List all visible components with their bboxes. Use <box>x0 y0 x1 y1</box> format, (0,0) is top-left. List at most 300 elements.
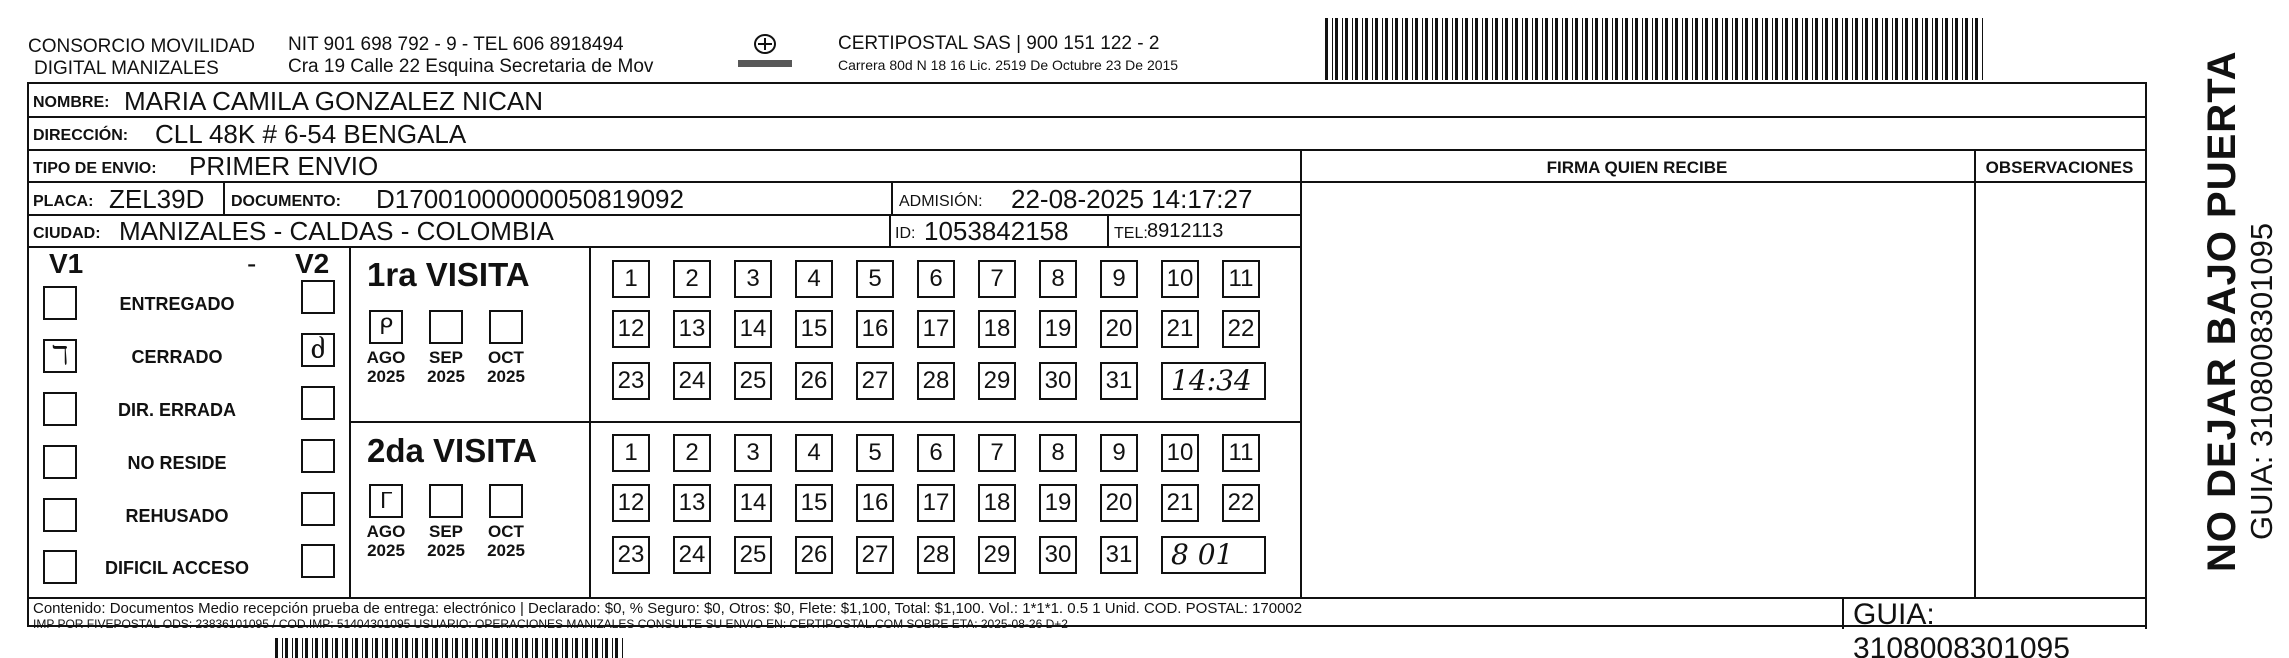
barcode-bar <box>1505 18 1508 80</box>
barcode-bar <box>1692 18 1693 80</box>
barcode-bar <box>1705 18 1708 80</box>
barcode-bar <box>1555 18 1558 80</box>
v1-checkbox[interactable] <box>43 550 77 584</box>
barcode-bar <box>482 638 483 658</box>
day-box[interactable]: 3 <box>734 434 772 472</box>
divider <box>1842 597 1844 629</box>
barcode-bar <box>372 638 373 658</box>
barcode-bar <box>1662 18 1663 80</box>
barcode-bar <box>1402 18 1403 80</box>
barcode-bar <box>382 638 383 658</box>
barcode-bar <box>1892 18 1893 80</box>
month-checkbox[interactable]: ᑭ <box>369 310 403 344</box>
barcode-bar <box>485 638 488 658</box>
row-nombre <box>29 84 2145 118</box>
barcode-bar <box>532 638 533 658</box>
day-box[interactable]: 19 <box>1039 310 1077 348</box>
barcode-bar <box>1802 18 1803 80</box>
month-year: 2025 <box>427 367 465 386</box>
barcode-bar <box>1812 18 1813 80</box>
barcode-bar <box>1952 18 1953 80</box>
day-box[interactable]: 13 <box>673 484 711 522</box>
barcode-bar <box>1712 18 1713 80</box>
barcode-bar <box>322 638 323 658</box>
day-box[interactable]: 8 <box>1039 260 1077 298</box>
day-box[interactable]: 10 <box>1161 260 1199 298</box>
visit-1-title: 1ra VISITA <box>367 256 530 293</box>
barcode-bar <box>1625 18 1628 80</box>
barcode-bar <box>1965 18 1968 80</box>
admision-label: ADMISIÓN: <box>899 193 983 210</box>
month-name: OCT <box>488 522 524 541</box>
day-box[interactable]: 25 <box>734 362 772 400</box>
day-box[interactable]: 30 <box>1039 536 1077 574</box>
barcode-bar <box>1495 18 1498 80</box>
barcode-bar <box>1585 18 1588 80</box>
barcode-bar <box>615 638 618 658</box>
barcode-bar <box>375 638 378 658</box>
barcode-bar <box>1332 18 1333 80</box>
barcode-bar <box>1975 18 1978 80</box>
barcode-bar <box>355 638 358 658</box>
v2-checkbox[interactable] <box>301 280 335 314</box>
barcode-top <box>1325 18 1985 80</box>
barcode-bar <box>1382 18 1383 80</box>
barcode-bar <box>305 638 308 658</box>
barcode-bar <box>1925 18 1928 80</box>
barcode-bar <box>332 638 333 658</box>
v2-checkbox[interactable] <box>301 386 335 420</box>
barcode-bar <box>1722 18 1723 80</box>
direccion-label: DIRECCIÓN: <box>33 127 129 144</box>
side-guia: GUIA: 3108008301095 <box>2244 222 2279 540</box>
barcode-bar <box>1815 18 1818 80</box>
barcode-bar <box>415 638 418 658</box>
day-box[interactable]: 4 <box>795 260 833 298</box>
barcode-bar <box>535 638 538 658</box>
month-year: 2025 <box>487 541 525 560</box>
barcode-bar <box>1695 18 1698 80</box>
barcode-bar <box>1355 18 1358 80</box>
nombre-label: NOMBRE: <box>33 94 110 111</box>
barcode-bar <box>412 638 413 658</box>
barcode-bar <box>1455 18 1458 80</box>
barcode-bar <box>325 638 328 658</box>
id-value: 1053842158 <box>924 216 1069 246</box>
barcode-bar <box>1462 18 1463 80</box>
day-box[interactable]: 18 <box>978 484 1016 522</box>
barcode-bar <box>1482 18 1483 80</box>
day-box[interactable]: 28 <box>917 362 955 400</box>
ciudad-value: MANIZALES - CALDAS - COLOMBIA <box>119 216 554 246</box>
barcode-bar <box>1825 18 1828 80</box>
barcode-bar <box>1635 18 1638 80</box>
barcode-bar <box>1405 18 1408 80</box>
barcode-bar <box>542 638 543 658</box>
barcode-bar <box>1672 18 1673 80</box>
divider <box>1974 151 1976 597</box>
v1-checkbox[interactable]: ℸ <box>43 339 77 373</box>
barcode-bar <box>1665 18 1668 80</box>
tipo-value: PRIMER ENVIO <box>189 151 379 181</box>
v1-checkbox[interactable] <box>43 445 77 479</box>
day-box[interactable]: 21 <box>1161 310 1199 348</box>
time-box[interactable]: 8 01 <box>1161 536 1266 574</box>
barcode-bar <box>1632 18 1633 80</box>
barcode-bar <box>275 638 278 658</box>
time-box[interactable]: 14:34 <box>1161 362 1266 400</box>
barcode-bar <box>1522 18 1523 80</box>
divider <box>1107 216 1109 248</box>
status-label: ENTREGADO <box>119 294 235 314</box>
barcode-bar <box>1845 18 1848 80</box>
barcode-bar <box>522 638 523 658</box>
barcode-bar <box>1642 18 1643 80</box>
barcode-bar <box>335 638 338 658</box>
barcode-bar <box>1782 18 1783 80</box>
barcode-bar <box>1732 18 1733 80</box>
barcode-bar <box>462 638 463 658</box>
barcode-bar <box>1412 18 1413 80</box>
day-box[interactable]: 8 <box>1039 434 1077 472</box>
barcode-bar <box>1392 18 1393 80</box>
barcode-bar <box>502 638 503 658</box>
day-box[interactable]: 16 <box>856 484 894 522</box>
month-checkbox[interactable] <box>429 310 463 344</box>
barcode-bar <box>432 638 433 658</box>
barcode-bar <box>1942 18 1943 80</box>
day-box[interactable]: 15 <box>795 310 833 348</box>
barcode-bar <box>1605 18 1608 80</box>
barcode-bar <box>1902 18 1903 80</box>
barcode-bar <box>1842 18 1843 80</box>
barcode-bar <box>1922 18 1923 80</box>
barcode-bar <box>1785 18 1788 80</box>
day-box[interactable]: 5 <box>856 434 894 472</box>
month-year: 2025 <box>367 367 405 386</box>
barcode-bar <box>362 638 363 658</box>
month-checkbox[interactable] <box>489 310 523 344</box>
barcode-bar <box>1905 18 1908 80</box>
day-box[interactable]: 30 <box>1039 362 1077 400</box>
barcode-bar <box>1862 18 1863 80</box>
barcode-bar <box>1832 18 1833 80</box>
barcode-bar <box>1852 18 1853 80</box>
day-box[interactable]: 11 <box>1222 260 1260 298</box>
barcode-bar <box>1415 18 1418 80</box>
barcode-bar <box>1962 18 1963 80</box>
divider <box>889 216 891 248</box>
day-box[interactable]: 6 <box>917 434 955 472</box>
barcode-bar <box>1872 18 1873 80</box>
day-box[interactable]: 11 <box>1222 434 1260 472</box>
nombre-value: MARIA CAMILA GONZALEZ NICAN <box>124 86 543 116</box>
barcode-bar <box>595 638 598 658</box>
admision-value: 22-08-2025 14:17:27 <box>1011 184 1253 214</box>
day-box[interactable]: 26 <box>795 362 833 400</box>
day-box[interactable]: 17 <box>917 310 955 348</box>
barcode-bar <box>352 638 353 658</box>
barcode-bar <box>1682 18 1683 80</box>
barcode-bar <box>592 638 593 658</box>
day-box[interactable]: 31 <box>1100 536 1138 574</box>
barcode-bar <box>1425 18 1428 80</box>
v2-checkbox[interactable] <box>301 544 335 578</box>
day-box[interactable]: 25 <box>734 536 772 574</box>
barcode-bar <box>1385 18 1388 80</box>
barcode-bar <box>1652 18 1653 80</box>
status-label: DIFICIL ACCESO <box>104 558 249 578</box>
barcode-bar <box>495 638 498 658</box>
barcode-bar <box>475 638 478 658</box>
day-box[interactable]: 3 <box>734 260 772 298</box>
month-year: 2025 <box>367 541 405 560</box>
month-year: 2025 <box>427 541 465 560</box>
barcode-bar <box>1915 18 1918 80</box>
day-box[interactable]: 6 <box>917 260 955 298</box>
barcode-bar <box>1582 18 1583 80</box>
divider <box>2145 84 2147 629</box>
barcode-bar <box>1515 18 1518 80</box>
barcode-bar <box>1982 18 1983 80</box>
barcode-bar <box>1545 18 1548 80</box>
barcode-bar <box>1742 18 1743 80</box>
day-box[interactable]: 28 <box>917 536 955 574</box>
nit-block <box>288 34 653 78</box>
month-label <box>481 522 531 560</box>
barcode-bar <box>1452 18 1453 80</box>
barcode-bar <box>1882 18 1883 80</box>
guia-number: GUIA: 3108008301095 <box>1853 598 2070 658</box>
status-label: REHUSADO <box>125 506 229 526</box>
barcode-bar <box>1655 18 1658 80</box>
barcode-bar <box>1532 18 1533 80</box>
v1-checkbox[interactable] <box>43 286 77 320</box>
month-label <box>361 522 411 560</box>
status-label: NO RESIDE <box>127 453 227 473</box>
day-box[interactable]: 14 <box>734 310 772 348</box>
barcode-bar <box>445 638 448 658</box>
day-box[interactable]: 15 <box>795 484 833 522</box>
barcode-bar <box>392 638 393 658</box>
barcode-bar <box>1442 18 1443 80</box>
v1-header: V1 <box>49 248 84 279</box>
barcode-bar <box>1345 18 1348 80</box>
documento-label: DOCUMENTO: <box>231 193 341 210</box>
barcode-bar <box>405 638 408 658</box>
barcode-bar <box>515 638 518 658</box>
day-box[interactable]: 29 <box>978 362 1016 400</box>
barcode-bar <box>365 638 368 658</box>
barcode-bar <box>442 638 443 658</box>
barcode-bar <box>622 638 623 658</box>
day-box[interactable]: 24 <box>673 362 711 400</box>
day-box[interactable]: 4 <box>795 434 833 472</box>
documento-value: D17001000000050819092 <box>376 184 684 214</box>
barcode-bar <box>1552 18 1553 80</box>
company-line-2: DIGITAL MANIZALES <box>34 58 219 79</box>
month-checkbox[interactable] <box>489 484 523 518</box>
status-label: DIR. ERRADA <box>117 400 236 420</box>
month-checkbox[interactable] <box>429 484 463 518</box>
barcode-bar <box>1792 18 1793 80</box>
v2-checkbox[interactable]: ძ <box>301 333 335 367</box>
tel-label: TEL: <box>1114 225 1148 242</box>
day-box[interactable]: 24 <box>673 536 711 574</box>
month-name: SEP <box>428 522 464 541</box>
day-box[interactable]: 22 <box>1222 310 1260 348</box>
month-name: SEP <box>428 348 464 367</box>
certipostal-logo <box>730 30 800 76</box>
day-box[interactable]: 14 <box>734 484 772 522</box>
row-placa <box>29 183 1300 216</box>
barcode-bar <box>492 638 493 658</box>
barcode-bar <box>1535 18 1538 80</box>
barcode-bar <box>1745 18 1748 80</box>
day-box[interactable]: 29 <box>978 536 1016 574</box>
barcode-bar <box>1932 18 1933 80</box>
day-box[interactable]: 26 <box>795 536 833 574</box>
barcode-bar <box>1472 18 1473 80</box>
barcode-bar <box>1822 18 1823 80</box>
barcode-bar <box>1945 18 1948 80</box>
day-box[interactable]: 23 <box>612 536 650 574</box>
month-label <box>421 522 471 560</box>
barcode-bar <box>1775 18 1778 80</box>
day-box[interactable]: 18 <box>978 310 1016 348</box>
barcode-bar <box>1752 18 1753 80</box>
day-box[interactable]: 1 <box>612 434 650 472</box>
nit-line-1: NIT 901 698 792 - 9 - TEL 606 8918494 <box>288 34 624 55</box>
day-box[interactable]: 13 <box>673 310 711 348</box>
barcode-bar <box>1325 18 1328 80</box>
observaciones-header: OBSERVACIONES <box>1985 158 2134 177</box>
placa-label: PLACA: <box>33 193 94 210</box>
day-box[interactable]: 16 <box>856 310 894 348</box>
day-box[interactable]: 1 <box>612 260 650 298</box>
barcode-bar <box>572 638 573 658</box>
barcode-bar <box>292 638 293 658</box>
firma-header-line <box>1300 181 2145 183</box>
month-label <box>481 348 531 386</box>
barcode-bar <box>545 638 548 658</box>
barcode-bottom <box>275 638 625 658</box>
barcode-bar <box>342 638 343 658</box>
day-box[interactable]: 10 <box>1161 434 1199 472</box>
barcode-bar <box>585 638 588 658</box>
day-box[interactable]: 7 <box>978 260 1016 298</box>
id-label: ID: <box>895 225 916 242</box>
day-box[interactable]: 19 <box>1039 484 1077 522</box>
day-box[interactable]: 20 <box>1100 484 1138 522</box>
visit-2-title: 2da VISITA <box>367 432 537 469</box>
certipostal-block <box>838 33 1178 75</box>
day-box[interactable]: 27 <box>856 536 894 574</box>
barcode-bar <box>435 638 438 658</box>
day-box[interactable]: 9 <box>1100 434 1138 472</box>
barcode-bar <box>465 638 468 658</box>
barcode-bar <box>1395 18 1398 80</box>
barcode-bar <box>452 638 453 658</box>
day-box[interactable]: 9 <box>1100 260 1138 298</box>
day-box[interactable]: 31 <box>1100 362 1138 400</box>
barcode-bar <box>1375 18 1378 80</box>
v2-header: V2 <box>295 248 330 279</box>
barcode-bar <box>1755 18 1758 80</box>
barcode-bar <box>385 638 388 658</box>
row-ciudad <box>29 216 1300 248</box>
barcode-bar <box>1435 18 1438 80</box>
v1-checkbox[interactable] <box>43 498 77 532</box>
barcode-bar <box>1432 18 1433 80</box>
barcode-bar <box>1352 18 1353 80</box>
day-box[interactable]: 23 <box>612 362 650 400</box>
barcode-bar <box>1675 18 1678 80</box>
day-box[interactable]: 27 <box>856 362 894 400</box>
barcode-bar <box>1645 18 1648 80</box>
day-box[interactable]: 20 <box>1100 310 1138 348</box>
day-box[interactable]: 21 <box>1161 484 1199 522</box>
visit-divider <box>349 421 1300 423</box>
barcode-bar <box>1772 18 1773 80</box>
barcode-bar <box>1765 18 1768 80</box>
day-box[interactable]: 2 <box>673 434 711 472</box>
delivery-form <box>27 82 2147 658</box>
day-box[interactable]: 5 <box>856 260 894 298</box>
barcode-bar <box>1342 18 1343 80</box>
barcode-bar <box>582 638 583 658</box>
barcode-bar <box>1615 18 1618 80</box>
barcode-bar <box>1595 18 1598 80</box>
month-checkbox[interactable]: ᒥ <box>369 484 403 518</box>
v2-checkbox[interactable] <box>301 492 335 526</box>
v2-checkbox[interactable] <box>301 439 335 473</box>
barcode-bar <box>602 638 603 658</box>
divider <box>223 183 225 216</box>
ciudad-label: CIUDAD: <box>33 225 101 242</box>
company-name <box>28 36 255 80</box>
day-box[interactable]: 12 <box>612 484 650 522</box>
barcode-bar <box>562 638 563 658</box>
barcode-bar <box>1542 18 1543 80</box>
barcode-bar <box>395 638 398 658</box>
barcode-bar <box>1865 18 1868 80</box>
barcode-bar <box>1762 18 1763 80</box>
barcode-bar <box>282 638 283 658</box>
day-box[interactable]: 2 <box>673 260 711 298</box>
day-box[interactable]: 17 <box>917 484 955 522</box>
v1-checkbox[interactable] <box>43 392 77 426</box>
tipo-label: TIPO DE ENVIO: <box>33 160 157 177</box>
barcode-bar <box>575 638 578 658</box>
barcode-bar <box>402 638 403 658</box>
day-box[interactable]: 7 <box>978 434 1016 472</box>
barcode-bar <box>295 638 298 658</box>
month-name: AGO <box>366 348 406 367</box>
day-box[interactable]: 12 <box>612 310 650 348</box>
barcode-bar <box>1972 18 1973 80</box>
barcode-bar <box>512 638 513 658</box>
month-label <box>421 348 471 386</box>
day-box[interactable]: 22 <box>1222 484 1260 522</box>
row-direccion <box>29 118 2145 151</box>
barcode-bar <box>1592 18 1593 80</box>
barcode-bar <box>1885 18 1888 80</box>
barcode-bar <box>1562 18 1563 80</box>
barcode-bar <box>1422 18 1423 80</box>
barcode-bar <box>1685 18 1688 80</box>
direccion-value: CLL 48K # 6-54 BENGALA <box>155 119 467 149</box>
